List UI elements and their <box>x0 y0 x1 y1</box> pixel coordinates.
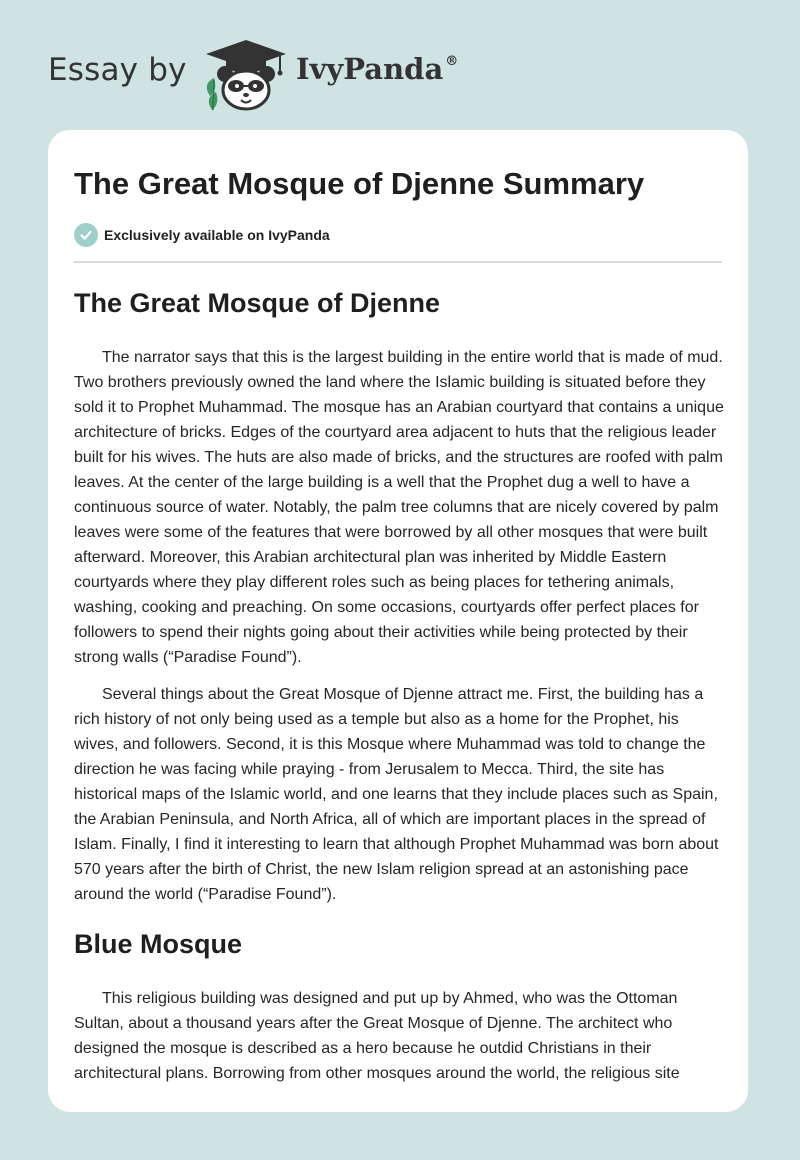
exclusive-badge <box>74 222 330 248</box>
section-heading: Blue Mosque <box>74 929 243 959</box>
divider <box>74 261 722 263</box>
registered-mark: ® <box>445 54 459 69</box>
panda-logo-icon[interactable] <box>200 36 292 112</box>
site-header <box>0 0 800 130</box>
document-body <box>74 280 724 1098</box>
exclusive-label: Exclusively available on IvyPanda <box>104 227 330 243</box>
document-card <box>48 130 748 1112</box>
paragraph: Several things about the Great Mosque of Djenne attract me. First, the building has a rich history of not only being used as a temple but also as a home for the Prophet, his wives, and followers. Second, it is this Mosque where Muhammad was told to change the direction he was facing while praying - from Jerusalem to Mecca. Third, the site has historical maps of the Islamic world, and one learns that they include places such as Spain, the Arabian Peninsula, and North Africa, all of which are important places in the spread of Islam. Finally, I find it interesting to learn that although Prophet Muhammad was born about 570 years after the birth of Christ, the new Islam religion spread at an astonishing pace around the world (“Paradise Found”). <box>74 686 719 903</box>
paragraph: This religious building was designed and put up by Ahmed, who was the Ottoman Sultan, about a thousand years after the Great Mosque of Djenne. The architect who designed the mosque is described as a hero because he outdid Christians in their architectural plans. Borrowing from other mosques around the world, the religious site <box>74 990 680 1082</box>
page-title: The Great Mosque of Djenne Summary <box>74 166 645 201</box>
brand-name[interactable] <box>296 52 458 86</box>
brand-text: IvyPanda <box>296 52 444 86</box>
paragraph: The narrator says that this is the largest building in the entire world that is made of mud. Two brothers previously owned the land where the Islamic building is situated before they sold it to Prophet Muhammad. The mosque has an Arabian courtyard that contains a unique architecture of bricks. Edges of the courtyard area adjacent to huts that the religious leader built for his wives. The huts are also made of bricks, and the structures are roofed with palm leaves. At the center of the large building is a well that the Prophet dug a well to have a continuous source of water. Notably, the palm tree columns that are nicely covered by palm leaves were some of the features that were borrowed by all other mosques that were built afterward. Moreover, this Arabian architectural plan was inherited by Middle Eastern courtyards where they play different roles such as being places for tethering animals, washing, cooking and preaching. On some occasions, courtyards offer perfect places for followers to spend their nights going about their activities while being protected by their strong walls (“Paradise Found”). <box>74 349 724 666</box>
check-icon <box>74 223 98 247</box>
essay-by-label: Essay by <box>48 52 187 88</box>
section-heading: The Great Mosque of Djenne <box>74 288 441 318</box>
